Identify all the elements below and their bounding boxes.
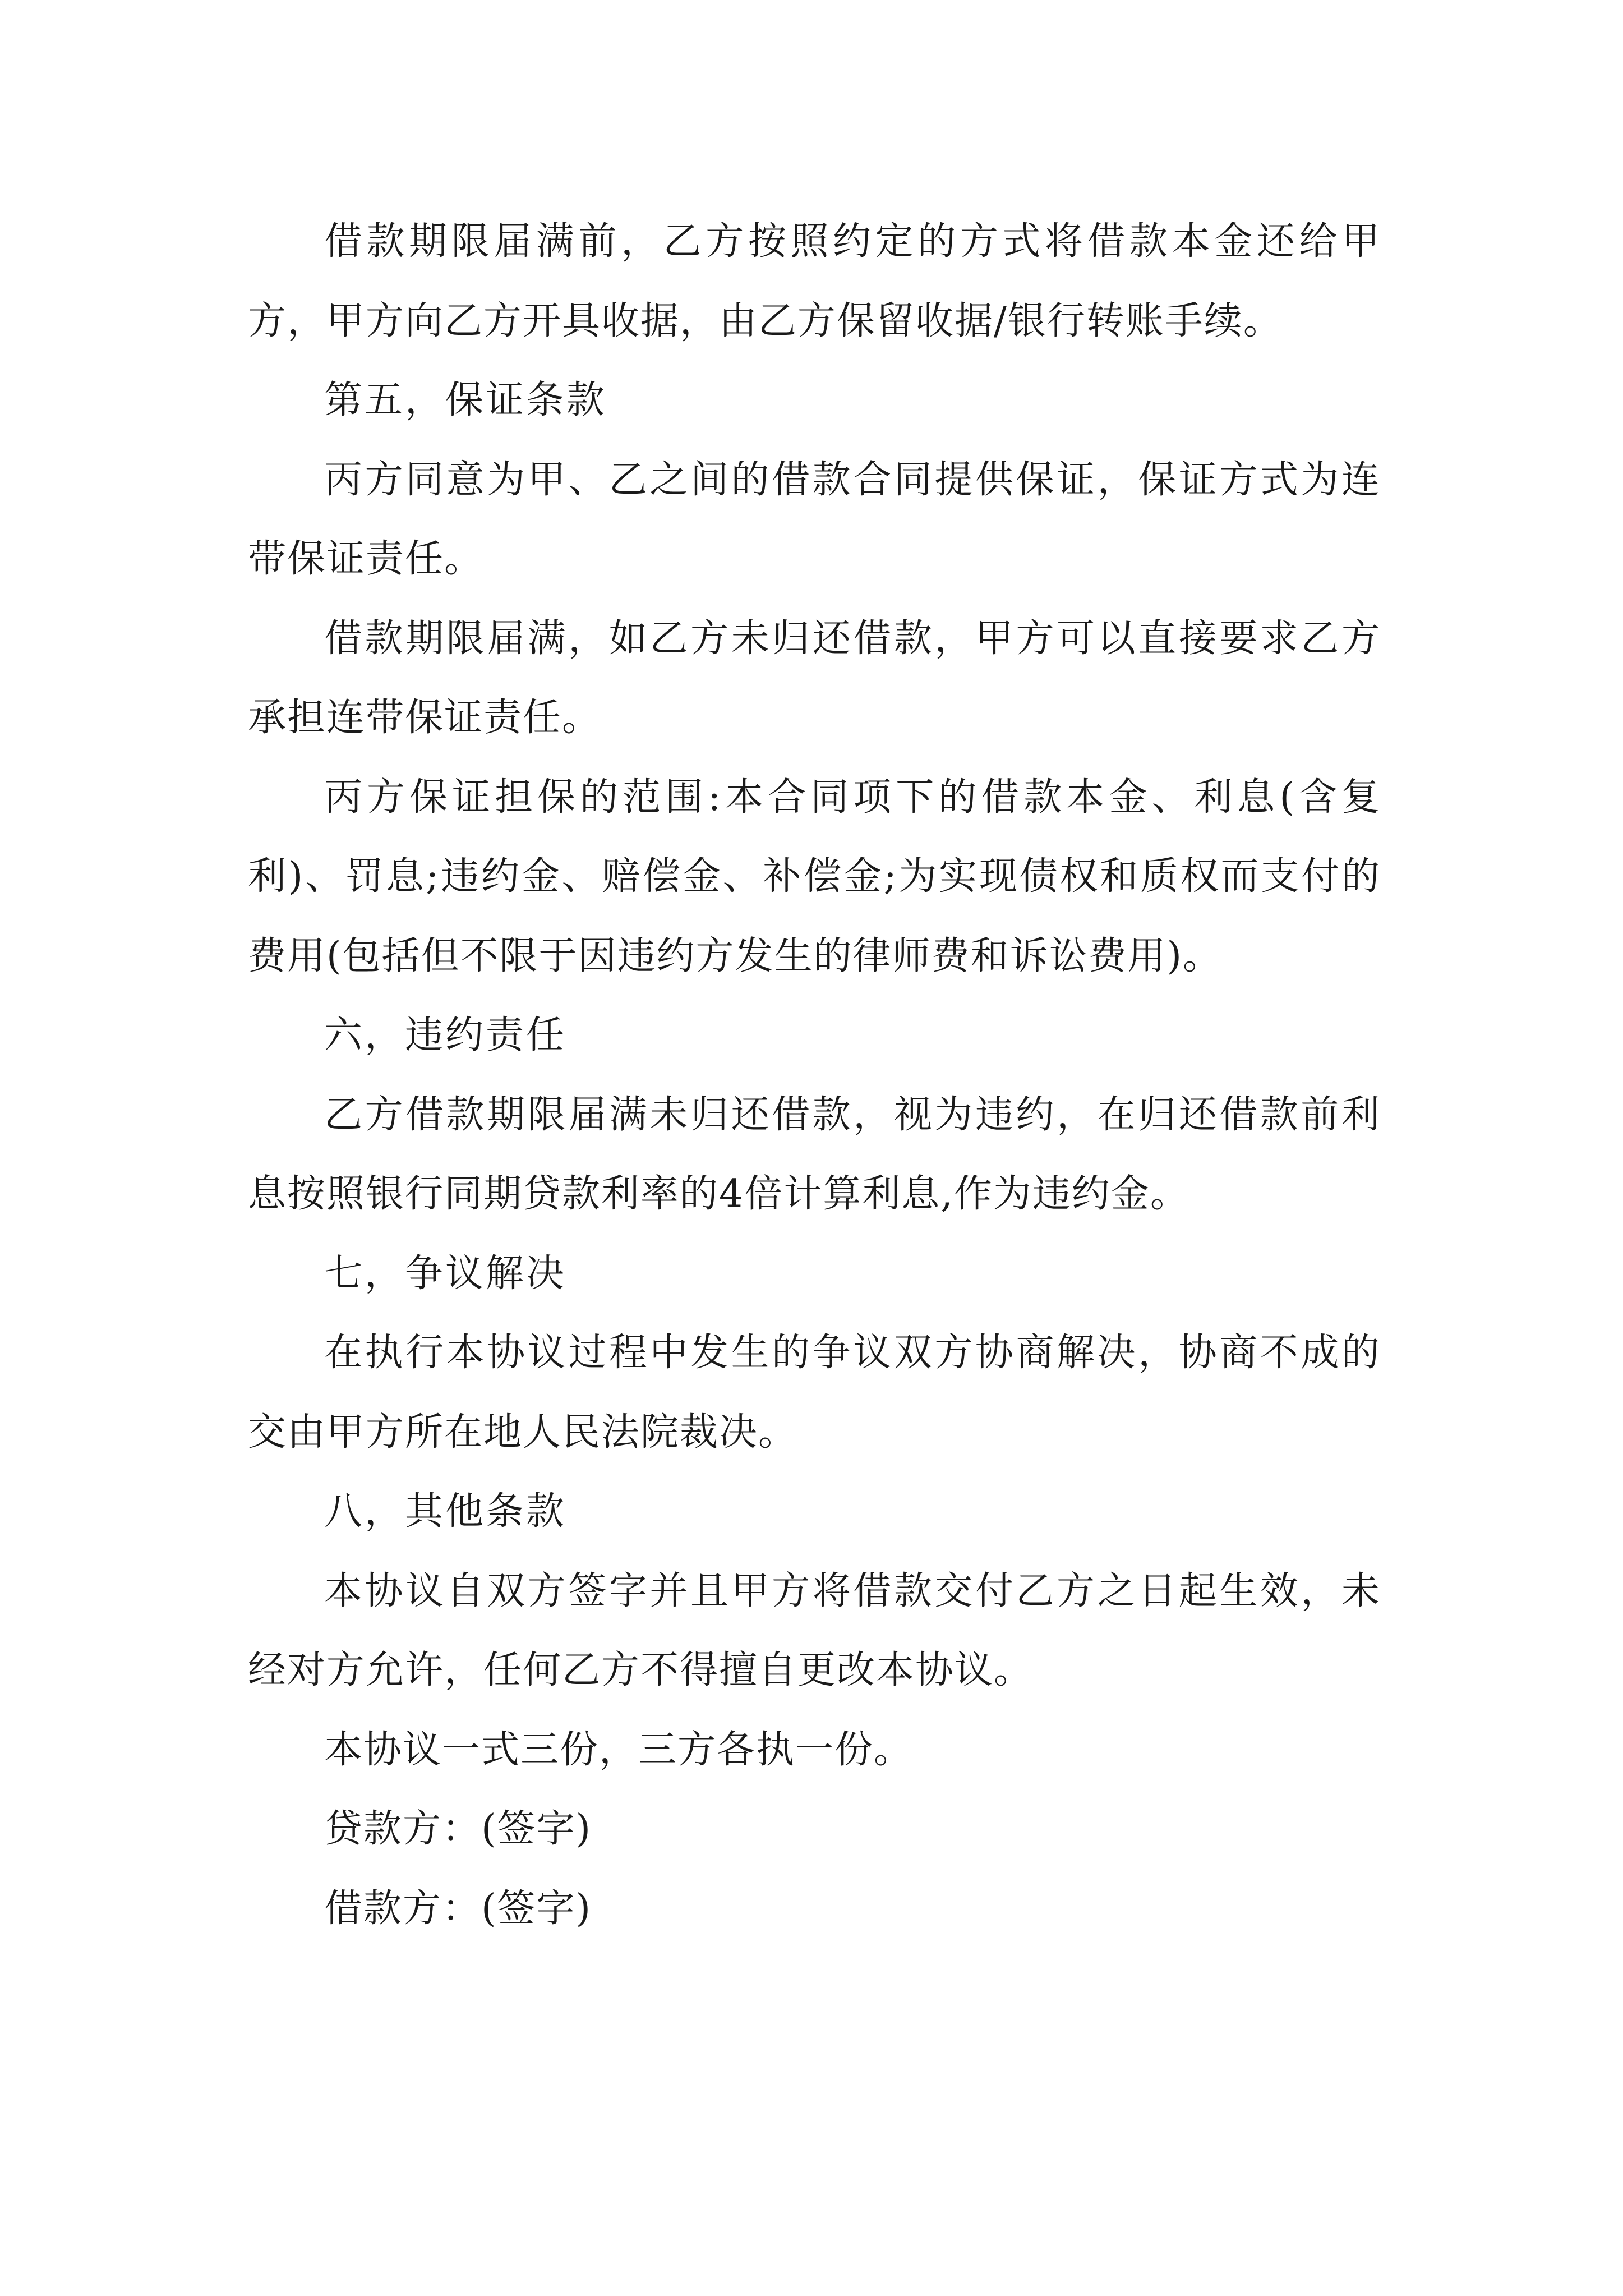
paragraph-repayment: 借款期限届满前，乙方按照约定的方式将借款本金还给甲方，甲方向乙方开具收据，由乙方保留收据/银行转账手续。 — [248, 219, 1381, 343]
signature-borrower-line: 借款方：(签字) — [324, 1886, 592, 1931]
paragraph-dispute-terms: 在执行本协议过程中发生的争议双方协商解决，协商不成的交由甲方所在地人民法院裁决。 — [248, 1331, 1381, 1455]
paragraph-guarantee-scope: 丙方保证担保的范围:本合同项下的借款本金、利息(含复利)、罚息;违约金、赔偿金、补偿金;为实现债权和质权而支付的费用(包括但不限于因违约方发生的律师费和诉讼费用)。 — [248, 775, 1381, 978]
section-heading-other: 八，其他条款 — [324, 1489, 567, 1534]
document-body — [248, 202, 1381, 1948]
paragraph-copies: 本协议一式三份，三方各执一份。 — [324, 1727, 914, 1772]
paragraph-breach-terms: 乙方借款期限届满未归还借款，视为违约，在归还借款前利息按照银行同期贷款利率的4倍计算利息,作为违约金。 — [248, 1092, 1381, 1216]
section-heading-guarantee: 第五，保证条款 — [324, 378, 607, 422]
paragraph-guarantee-liability: 借款期限届满，如乙方未归还借款，甲方可以直接要求乙方承担连带保证责任。 — [248, 616, 1381, 740]
section-heading-breach: 六，违约责任 — [324, 1013, 567, 1057]
section-heading-dispute: 七，争议解决 — [324, 1251, 567, 1296]
signature-lender-line: 贷款方：(签字) — [324, 1807, 592, 1851]
paragraph-effective-terms: 本协议自双方签字并且甲方将借款交付乙方之日起生效，未经对方允许，任何乙方不得擅自更改本协议。 — [248, 1568, 1381, 1692]
paragraph-guarantee-method: 丙方同意为甲、乙之间的借款合同提供保证，保证方式为连带保证责任。 — [248, 457, 1381, 581]
